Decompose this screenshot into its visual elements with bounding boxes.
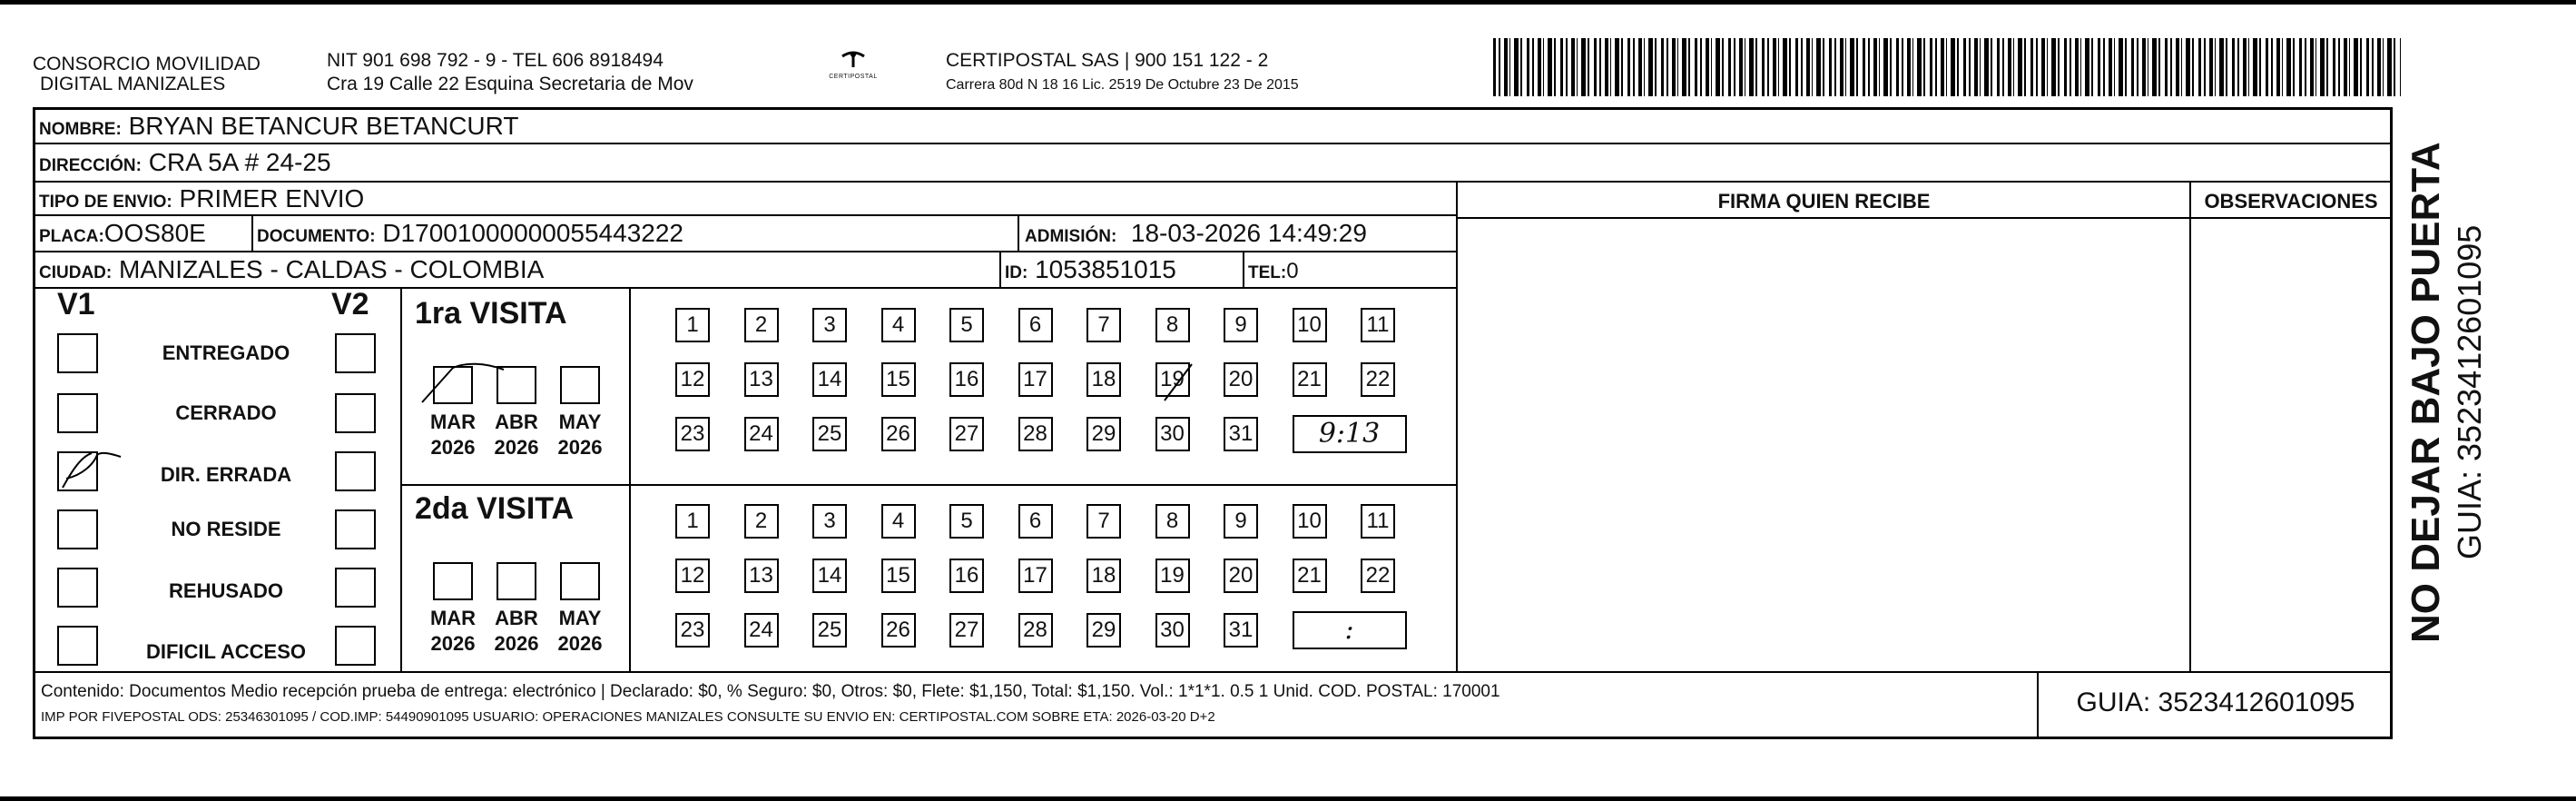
tipo-envio-row xyxy=(35,183,1456,216)
delivery-form xyxy=(33,107,2393,739)
documento-label: DOCUMENTO: xyxy=(257,227,376,246)
day-box-13[interactable]: 13 xyxy=(744,559,779,593)
tel-label: TEL: xyxy=(1248,263,1287,282)
status-divider xyxy=(400,289,402,671)
scan-top-border xyxy=(0,0,2576,5)
logo-text: CERTIPOSTAL xyxy=(829,74,878,80)
firma-area[interactable] xyxy=(1459,220,2187,669)
day-box-18[interactable]: 18 xyxy=(1086,559,1121,593)
contenido-text: Contenido: Documentos Medio recepción prueba de entrega: electrónico | Declarado: $0, % Seguro: $0, Otros: $0, Flete: $1,150, Total: $1,150. Vol.: 1*1*1. 0.5 1 Unid. COD. POSTAL: 170001 xyxy=(41,682,1500,701)
v1-checkbox-dificil-acceso[interactable] xyxy=(57,626,98,666)
day-box-2[interactable]: 2 xyxy=(744,504,779,539)
time-box[interactable]: 9:13 xyxy=(1293,415,1407,453)
footer-guia-divider xyxy=(2037,671,2039,737)
day-box-22[interactable]: 22 xyxy=(1361,362,1395,397)
day-box-12[interactable]: 12 xyxy=(675,559,710,593)
nombre-label: NOMBRE: xyxy=(39,120,122,139)
v2-checkbox-dificil-acceso[interactable] xyxy=(335,626,376,666)
documento-value: D17001000000055443222 xyxy=(382,219,683,247)
id-label: ID: xyxy=(1005,263,1028,282)
day-box-22[interactable]: 22 xyxy=(1361,559,1395,593)
day-box-16[interactable]: 16 xyxy=(949,362,984,397)
direccion-value: CRA 5A # 24-25 xyxy=(148,148,331,176)
day-box-25[interactable]: 25 xyxy=(812,417,847,451)
admision-divider xyxy=(1018,216,1019,252)
day-box-3[interactable]: 3 xyxy=(812,308,847,342)
day-box-16[interactable]: 16 xyxy=(949,559,984,593)
day-box-23[interactable]: 23 xyxy=(675,613,710,648)
columns-header-line xyxy=(1456,217,2390,219)
day-box-28[interactable]: 28 xyxy=(1018,417,1053,451)
day-box-23[interactable]: 23 xyxy=(675,417,710,451)
id-field xyxy=(1005,252,1176,291)
nombre-row xyxy=(35,110,2390,144)
v1-label: V1 xyxy=(57,287,95,321)
admision-value: 18-03-2026 14:49:29 xyxy=(1130,219,1367,247)
tipo-envio-label: TIPO DE ENVIO: xyxy=(39,193,172,212)
placa-divider xyxy=(251,216,253,252)
observaciones-area[interactable] xyxy=(2192,220,2388,669)
day-box-6[interactable]: 6 xyxy=(1018,504,1053,539)
documento-field xyxy=(257,216,683,254)
day-box-31[interactable]: 31 xyxy=(1224,417,1258,451)
firma-header: FIRMA QUIEN RECIBE xyxy=(1717,190,1931,213)
day-box-29[interactable]: 29 xyxy=(1086,613,1121,648)
scan-bottom-border xyxy=(0,796,2576,801)
admision-label: ADMISIÓN: xyxy=(1025,227,1117,246)
month-label: ABR 2026 xyxy=(494,607,539,655)
day-box-30[interactable]: 30 xyxy=(1155,613,1190,648)
month-label: MAY 2026 xyxy=(557,410,603,459)
day-box-19[interactable]: 19 xyxy=(1155,559,1190,593)
v1-checkbox-entregado[interactable] xyxy=(57,333,98,373)
tel-divider xyxy=(1243,252,1244,289)
day-box-15[interactable]: 15 xyxy=(881,559,916,593)
option-entregado: ENTREGADO xyxy=(162,341,290,364)
day-box-15[interactable]: 15 xyxy=(881,362,916,397)
month-label: MAY 2026 xyxy=(557,607,603,655)
day-box-20[interactable]: 20 xyxy=(1224,559,1258,593)
guia-footer: GUIA: 3523412601095 xyxy=(2076,687,2355,717)
day-box-12[interactable]: 12 xyxy=(675,362,710,397)
day-box-18[interactable]: 18 xyxy=(1086,362,1121,397)
ciudad-value: MANIZALES - CALDAS - COLOMBIA xyxy=(119,255,545,283)
nit-line: NIT 901 698 792 - 9 - TEL 606 8918494 xyxy=(327,50,664,71)
firma-column-divider xyxy=(1456,183,1458,671)
month-label: MAR 2026 xyxy=(429,410,477,459)
id-value: 1053851015 xyxy=(1035,255,1176,283)
day-box-25[interactable]: 25 xyxy=(812,613,847,648)
tel-value: 0 xyxy=(1286,259,1299,283)
id-divider xyxy=(999,252,1001,289)
day-box-1[interactable]: 1 xyxy=(675,308,710,342)
option-dir-errada: DIR. ERRADA xyxy=(160,463,292,486)
option-dificil-acceso: DIFICIL ACCESO xyxy=(145,640,306,663)
day-box-24[interactable]: 24 xyxy=(744,417,779,451)
placa-value: OOS80E xyxy=(103,219,206,247)
day-box-20[interactable]: 20 xyxy=(1224,362,1258,397)
month-checkbox-may[interactable] xyxy=(560,366,600,404)
month-checkbox-may[interactable] xyxy=(560,562,600,600)
v2-checkbox-dir-errada[interactable] xyxy=(335,451,376,491)
direccion-row xyxy=(35,144,2390,183)
v1-checkbox-rehusado[interactable] xyxy=(57,568,98,608)
day-box-17[interactable]: 17 xyxy=(1018,362,1053,397)
month-checkbox-mar[interactable] xyxy=(433,562,473,600)
time-box[interactable]: : xyxy=(1293,611,1407,649)
day-box-11[interactable]: 11 xyxy=(1361,504,1395,539)
day-box-28[interactable]: 28 xyxy=(1018,613,1053,648)
observaciones-header: OBSERVACIONES xyxy=(2204,190,2378,213)
placa-field xyxy=(39,216,206,254)
direccion-label: DIRECCIÓN: xyxy=(39,156,142,175)
v2-label: V2 xyxy=(331,287,369,321)
day-box-26[interactable]: 26 xyxy=(881,417,916,451)
option-no-reside: NO RESIDE xyxy=(171,518,281,540)
day-box-6[interactable]: 6 xyxy=(1018,308,1053,342)
visit2-title: 2da VISITA xyxy=(415,491,575,526)
handwritten-day-mark-icon xyxy=(1161,361,1197,406)
day-box-26[interactable]: 26 xyxy=(881,613,916,648)
v2-checkbox-rehusado[interactable] xyxy=(335,568,376,608)
day-box-31[interactable]: 31 xyxy=(1224,613,1258,648)
day-box-5[interactable]: 5 xyxy=(949,504,984,539)
day-box-24[interactable]: 24 xyxy=(744,613,779,648)
logo-icon xyxy=(840,47,867,69)
option-cerrado: CERRADO xyxy=(175,401,277,424)
day-box-14[interactable]: 14 xyxy=(812,362,847,397)
visits-separator xyxy=(400,484,1456,486)
ciudad-field xyxy=(39,252,544,291)
nombre-value: BRYAN BETANCUR BETANCURT xyxy=(128,112,519,140)
day-box-21[interactable]: 21 xyxy=(1293,559,1327,593)
observaciones-column-divider xyxy=(2189,183,2191,671)
day-box-9[interactable]: 9 xyxy=(1224,504,1258,539)
day-box-11[interactable]: 11 xyxy=(1361,308,1395,342)
v1-checkbox-dir-errada[interactable] xyxy=(57,451,98,491)
admision-field xyxy=(1025,216,1367,254)
visit-divider xyxy=(629,289,631,671)
day-box-8[interactable]: 8 xyxy=(1155,308,1190,342)
handwritten-month-mark-icon xyxy=(420,361,547,415)
placa-label: PLACA: xyxy=(39,227,104,246)
day-box-17[interactable]: 17 xyxy=(1018,559,1053,593)
option-rehusado: REHUSADO xyxy=(169,579,283,602)
day-box-7[interactable]: 7 xyxy=(1086,308,1121,342)
courier-line2: Carrera 80d N 18 16 Lic. 2519 De Octubre 23 De 2015 xyxy=(946,77,1299,93)
day-box-27[interactable]: 27 xyxy=(949,613,984,648)
address-line: Cra 19 Calle 22 Esquina Secretaria de Mov xyxy=(327,74,693,94)
company-name-line1: CONSORCIO MOVILIDAD xyxy=(33,54,261,74)
placa-row xyxy=(35,216,1456,252)
v1-checkbox-no-reside[interactable] xyxy=(57,509,98,549)
v1-checkbox-cerrado[interactable] xyxy=(57,393,98,433)
day-box-4[interactable]: 4 xyxy=(881,504,916,539)
tipo-envio-value: PRIMER ENVIO xyxy=(179,184,365,213)
v2-checkbox-cerrado[interactable] xyxy=(335,393,376,433)
v2-checkbox-entregado[interactable] xyxy=(335,333,376,373)
month-checkbox-abr[interactable] xyxy=(497,562,536,600)
day-box-3[interactable]: 3 xyxy=(812,504,847,539)
ciudad-label: CIUDAD: xyxy=(39,263,113,282)
certipostal-logo xyxy=(821,47,885,93)
day-box-10[interactable]: 10 xyxy=(1293,308,1327,342)
day-box-8[interactable]: 8 xyxy=(1155,504,1190,539)
imp-text: IMP POR FIVEPOSTAL ODS: 25346301095 / COD.IMP: 54490901095 USUARIO: OPERACIONES MANIZALES CONSULTE SU ENVIO EN: CERTIPOSTAL.COM SOBRE ETA: 2026-03-20 D+2 xyxy=(41,709,1215,725)
company-name-line2: DIGITAL MANIZALES xyxy=(40,74,226,94)
day-box-4[interactable]: 4 xyxy=(881,308,916,342)
v2-checkbox-no-reside[interactable] xyxy=(335,509,376,549)
day-box-21[interactable]: 21 xyxy=(1293,362,1327,397)
day-box-7[interactable]: 7 xyxy=(1086,504,1121,539)
day-box-27[interactable]: 27 xyxy=(949,417,984,451)
day-box-30[interactable]: 30 xyxy=(1155,417,1190,451)
barcode xyxy=(1493,38,2401,96)
day-box-13[interactable]: 13 xyxy=(744,362,779,397)
day-box-19[interactable]: 19 xyxy=(1155,362,1190,397)
day-box-10[interactable]: 10 xyxy=(1293,504,1327,539)
day-box-29[interactable]: 29 xyxy=(1086,417,1121,451)
day-box-9[interactable]: 9 xyxy=(1224,308,1258,342)
month-label: MAR 2026 xyxy=(429,607,477,655)
courier-line1: CERTIPOSTAL SAS | 900 151 122 - 2 xyxy=(946,50,1269,71)
visit1-title: 1ra VISITA xyxy=(415,296,567,331)
tel-field xyxy=(1248,252,1299,291)
month-label: ABR 2026 xyxy=(494,410,539,459)
day-box-5[interactable]: 5 xyxy=(949,308,984,342)
side-warning: NO DEJAR BAJO PUERTA xyxy=(2404,142,2448,643)
day-box-1[interactable]: 1 xyxy=(675,504,710,539)
side-guia: GUIA: 3523412601095 xyxy=(2451,224,2488,559)
day-box-14[interactable]: 14 xyxy=(812,559,847,593)
day-box-2[interactable]: 2 xyxy=(744,308,779,342)
handwritten-check-icon xyxy=(55,448,119,491)
